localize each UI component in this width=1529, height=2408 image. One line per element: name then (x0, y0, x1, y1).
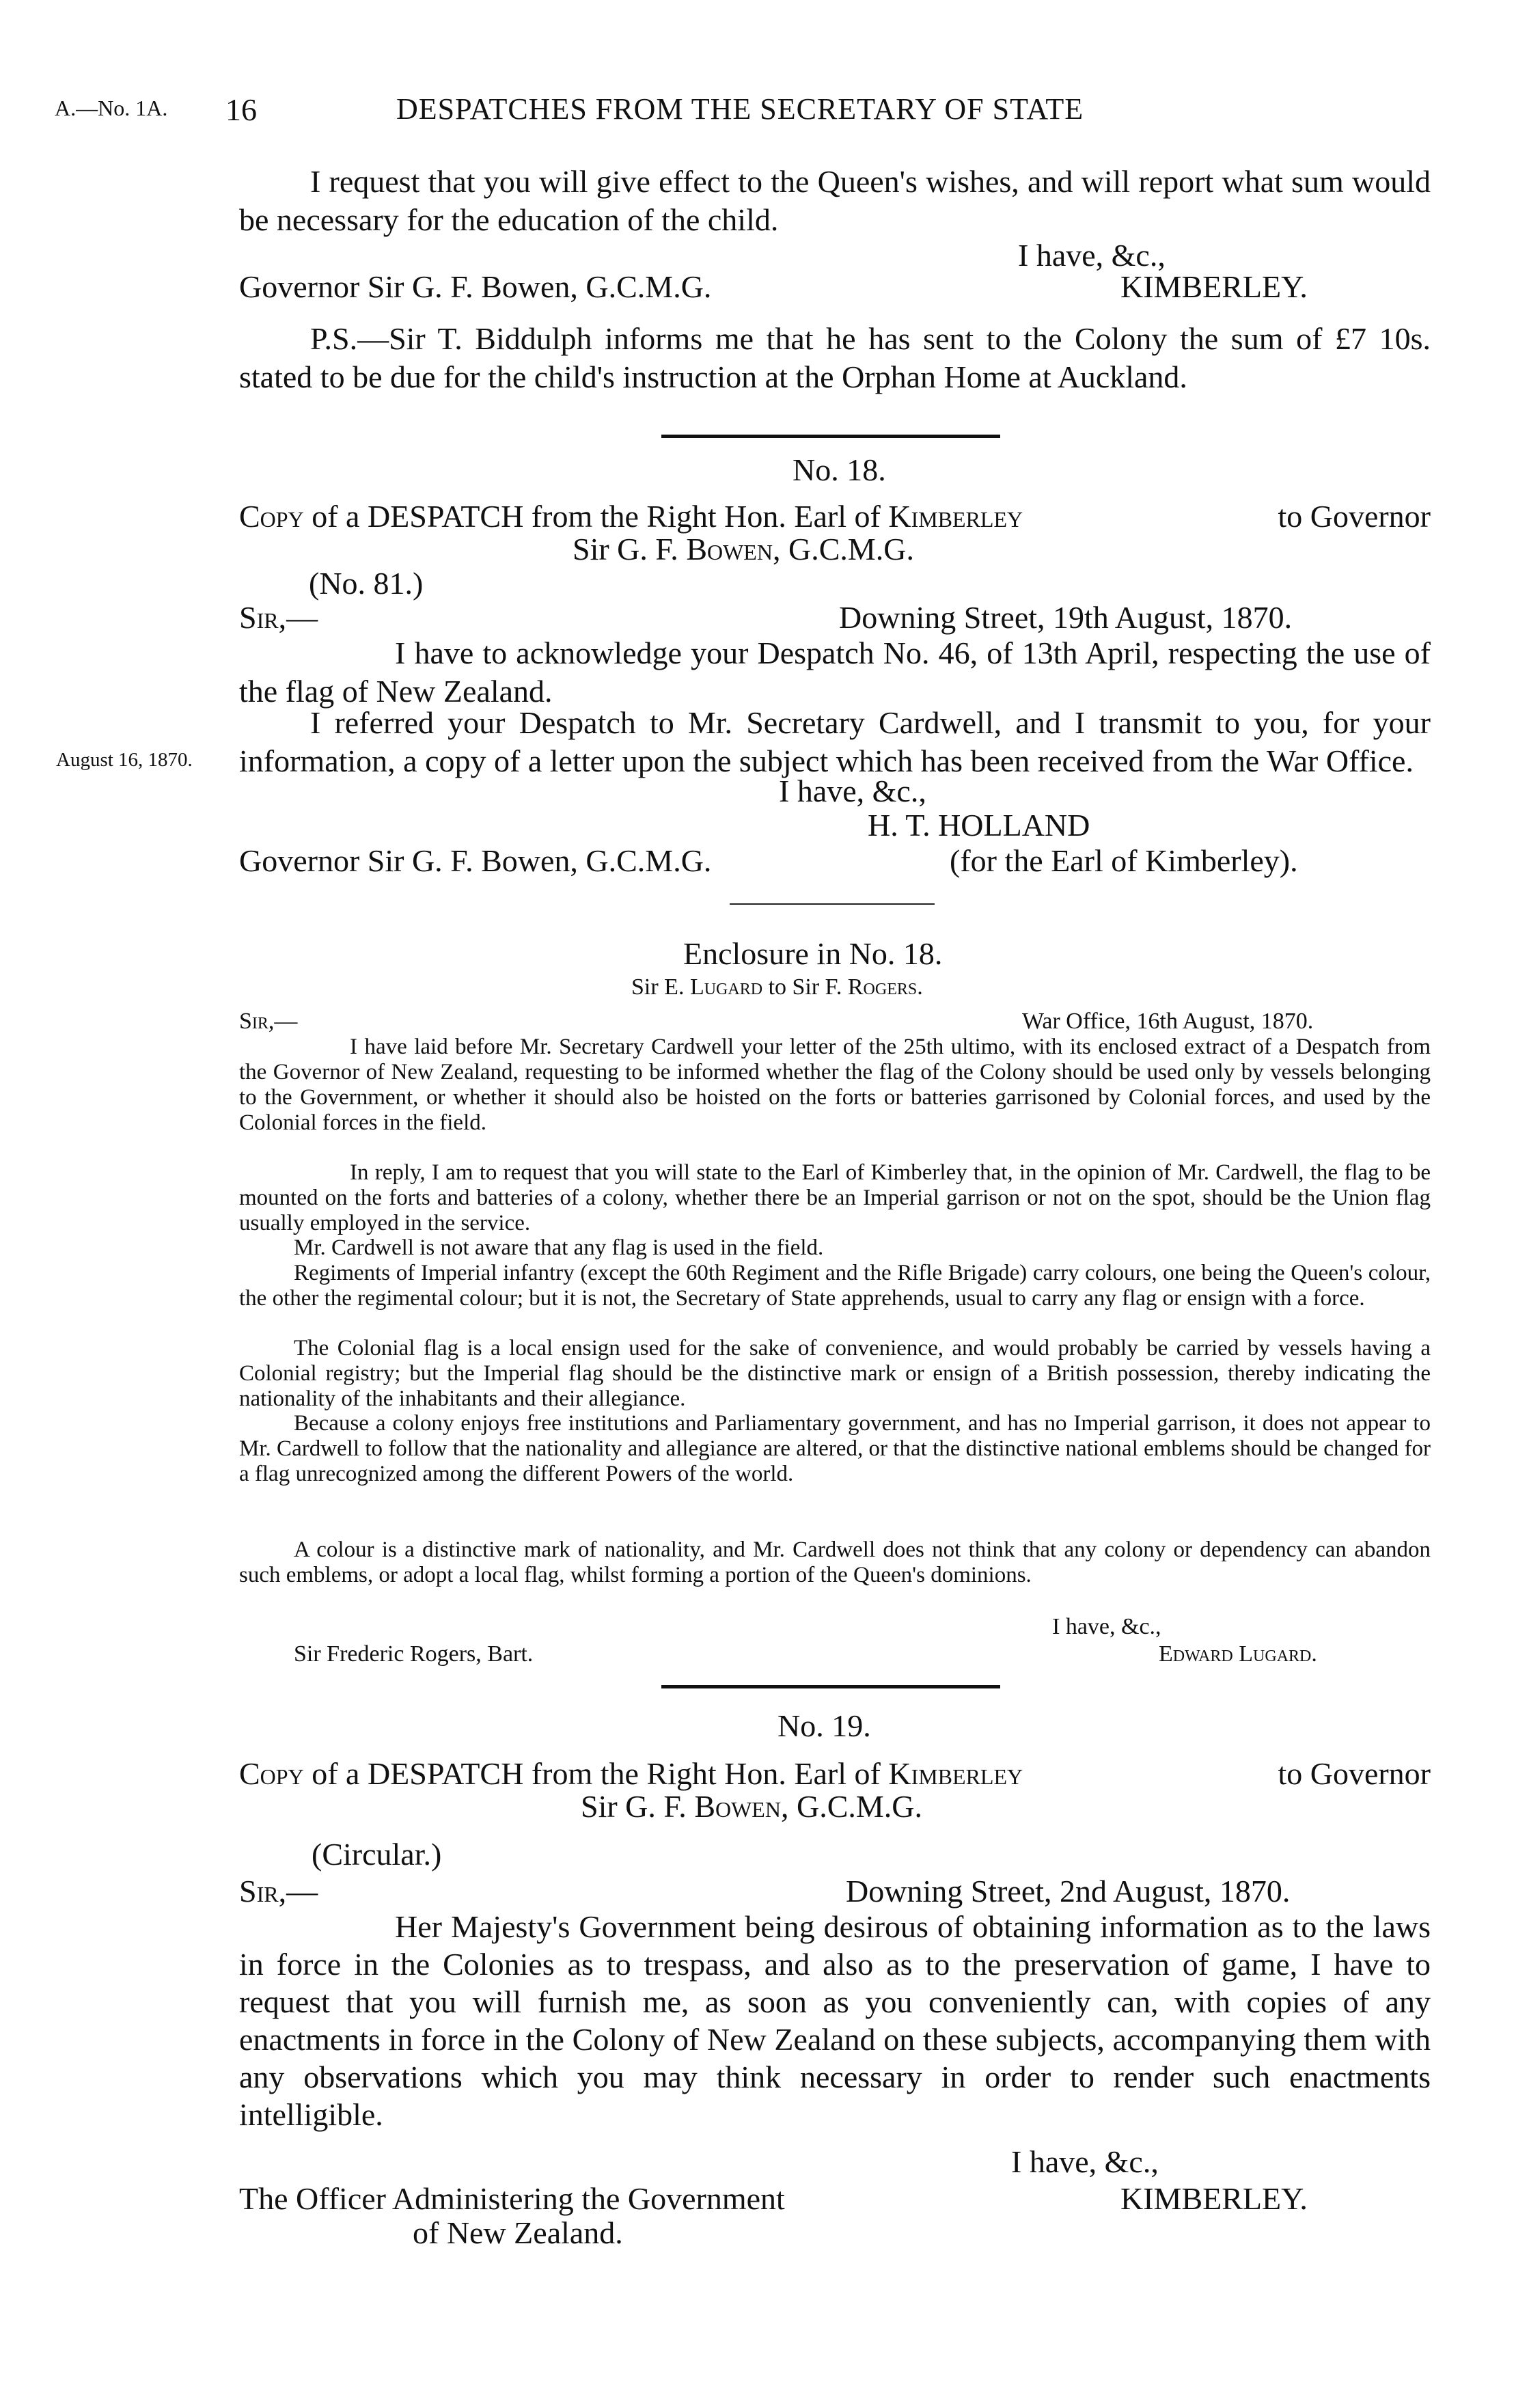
section-divider (661, 1685, 1000, 1688)
despatch-ref: (Circular.) (312, 1837, 442, 1872)
margin-note: August 16, 1870. (56, 749, 193, 771)
despatch-paragraph-2: I referred your Despatch to Mr. Secretary Cardwell, and I transmit to you, for your information, a copy of a letter upon the subject which has been received from the War Office. (239, 705, 1431, 778)
page-number: 16 (225, 92, 257, 127)
enclosure-from: Sir E. Lugard to Sir F. Rogers. (631, 974, 923, 1000)
enclosure-paragraph: Because a colony enjoys free institutions and Parliamentary government, and has no Imperial garrison, it does not appear to Mr. Cardwell to follow that the nationality and allegiance are altered, or that the distinctive national emblems should be changed for a flag unrecognized among the different Powers of the world. (239, 1411, 1431, 1486)
despatch-heading-line2 (581, 1788, 922, 1826)
sign-off: I have, &c., (779, 774, 926, 808)
salutation: Sir,— (239, 600, 318, 635)
thin-divider (730, 903, 935, 905)
from-c: to Sir F. (768, 974, 842, 1000)
heading-line2-c: , G.C.M.G. (780, 1789, 922, 1824)
heading-line2-b: Bowen (694, 1789, 781, 1824)
addressee: Governor Sir G. F. Bowen, G.C.M.G. (239, 269, 712, 304)
sign-off: I have, &c., (1011, 2144, 1159, 2179)
postscript: P.S.—Sir T. Biddulph informs me that he has sent to the Colony the sum of £7 10s. stated to be due for the child's instruction at the Orphan Home at Auckland. (239, 321, 1431, 394)
heading-to: to Governor (1278, 1756, 1431, 1791)
copy-label: Copy (239, 499, 304, 534)
heading-from: Kimberley (888, 1756, 1023, 1791)
enclosure-title: Enclosure in No. 18. (683, 936, 943, 971)
page-ref: A.—No. 1A. (55, 96, 168, 120)
signer-note: (for the Earl of Kimberley). (950, 843, 1298, 878)
from-d: Rogers (847, 974, 918, 1000)
despatch-number: No. 18. (793, 452, 886, 487)
enclosure-paragraph: I have laid before Mr. Secretary Cardwell your letter of the 25th ultimo, with its enclosed extract of a Despatch from the Governor of New Zealand, requesting to be informed whether the flag of the Colony should be used only by vessels belonging to the Government, or whether it should also be hoisted on the forts or batteries garrisoned by Colonial forces, and used by the Colonial forces in the field. (239, 1035, 1431, 1135)
heading-line2-a: Sir G. F. (581, 1789, 687, 1824)
from-b: Lugard (689, 974, 763, 1000)
addressee: The Officer Administering the Government (239, 2181, 785, 2216)
heading-to: to Governor (1278, 499, 1431, 534)
copy-label: Copy (239, 1756, 304, 1791)
addressee: Governor Sir G. F. Bowen, G.C.M.G. (239, 843, 712, 878)
despatch-paragraph-1: I have to acknowledge your Despatch No. 46, of 13th April, respecting the use of the flag of New Zealand. (239, 635, 1431, 709)
salutation: Sir,— (239, 1874, 318, 1908)
request-paragraph: I request that you will give effect to the Queen's wishes, and will report what sum would be necessary for the education of the child. (239, 164, 1431, 237)
place-date: War Office, 16th August, 1870. (1022, 1009, 1314, 1034)
sign-off: I have, &c., (1018, 238, 1166, 273)
signer: Edward Lugard. (1159, 1641, 1317, 1667)
heading-line2-c: , G.C.M.G. (772, 532, 914, 566)
enclosure-paragraph: In reply, I am to request that you will state to the Earl of Kimberley that, in the opinion of Mr. Cardwell, the flag to be mounted on the forts and batteries of a colony, whether there be an Imperial garrison or not on the spot, should be the Union flag usually employed in the service. (239, 1160, 1431, 1235)
despatch-heading-line2 (573, 530, 914, 569)
despatch-number: No. 19. (777, 1708, 871, 1743)
enclosure-paragraph: The Colonial flag is a local ensign used for the sake of convenience, and would probably be carried by vessels having a Colonial registry; but the Imperial flag should be the distinctive mark or ensign of a British possession, thereby indicating the nationality of the inhabitants and their allegiance. (239, 1336, 1431, 1411)
despatch-ref: (No. 81.) (309, 566, 424, 601)
heading-line2-a: Sir G. F. (573, 532, 678, 566)
heading-text: of a DESPATCH from the Right Hon. Earl of (312, 1756, 881, 1791)
signer: KIMBERLEY. (1120, 2181, 1308, 2216)
heading-line2-b: Bowen (686, 532, 773, 566)
section-divider (661, 435, 1000, 438)
enclosure-paragraph: A colour is a distinctive mark of nationality, and Mr. Cardwell does not think that any colony or dependency can abandon such emblems, or adopt a local flag, whilst forming a portion of the Queen's dominions. (239, 1537, 1431, 1587)
heading-from: Kimberley (888, 499, 1023, 534)
addressee-line2: of New Zealand. (413, 2215, 623, 2250)
enclosure-paragraph: Mr. Cardwell is not aware that any flag is used in the field. (294, 1235, 824, 1260)
place-date: Downing Street, 2nd August, 1870. (846, 1874, 1291, 1908)
enclosure-paragraph: Regiments of Imperial infantry (except the 60th Regiment and the Rifle Brigade) carry colours, one being the Queen's colour, the other the regimental colour; but it is not, the Secretary of State apprehends, usual to carry any flag or ensign with a force. (239, 1261, 1431, 1311)
addressee: Sir Frederic Rogers, Bart. (294, 1641, 534, 1667)
signer: H. T. HOLLAND (868, 808, 1090, 843)
signer: KIMBERLEY. (1120, 269, 1308, 304)
despatch-paragraph: Her Majesty's Government being desirous of obtaining information as to the laws in force in the Colonies as to trespass, and also as to the preservation of game, I have to request that you will furnish me, as soon as you conveniently can, with copies of any enactments in force in the Colony of New Zealand on these subjects, accompanying them with any observations which you may think necessary in order to render such enactments intelligible. (239, 1909, 1431, 2132)
salutation: Sir,— (239, 1009, 298, 1034)
sign-off: I have, &c., (1052, 1614, 1161, 1639)
from-a: Sir E. (631, 974, 685, 1000)
running-title: DESPATCHES FROM THE SECRETARY OF STATE (396, 92, 1084, 126)
place-date: Downing Street, 19th August, 1870. (839, 600, 1293, 635)
heading-text: of a DESPATCH from the Right Hon. Earl of (312, 499, 881, 534)
